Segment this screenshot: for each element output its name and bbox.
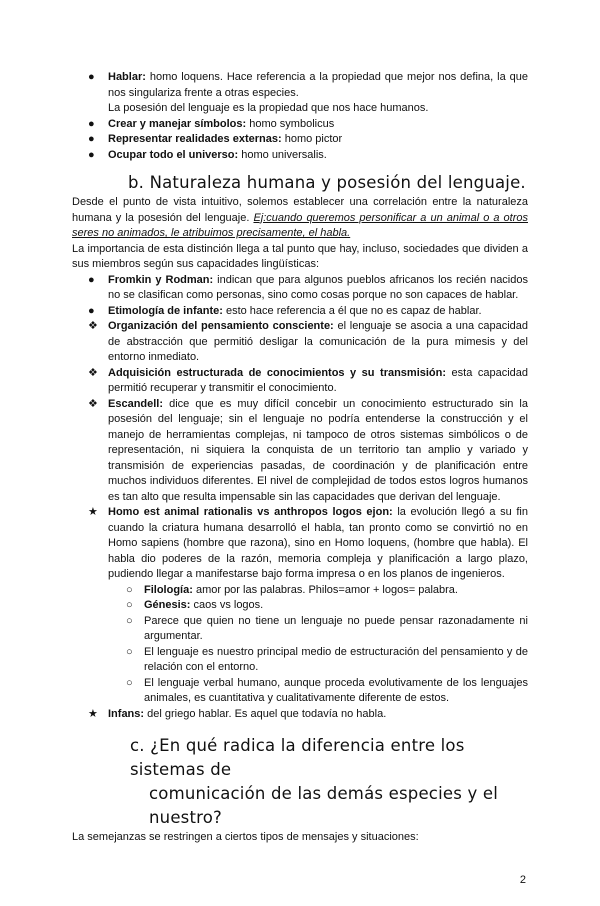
- example-text: Ej:cuando queremos personificar a un animal o a otros seres no animados, le atribuimos precisamente, el habla.: [72, 211, 528, 239]
- item-text: dice que es muy difícil concebir un conocimiento estructurado sin la posesión del lenguaje; sin el lenguaje no podría entenderse la construcción y el manejo de herramientas complejas, ni tampoco de otros sistemas simbólicos o de representación, ni siquiera la conquista de un territorio tan amplio y variado y transmisión de experiencias pasadas, de coordinación y de planificación entre muchos individuos diferentes. El nivel de complejidad de todos estos logros humanos es tan alto que resulta impensable sin las capacidades que derivan del lenguaje.: [108, 397, 528, 503]
- list-item: [72, 676, 528, 707]
- heading-b: b. Naturaleza humana y posesión del lenguaje.: [128, 173, 526, 192]
- page-number: 2: [519, 873, 526, 886]
- item-text: caos vs logos.: [190, 599, 264, 611]
- diamond-bullet-icon: ❖: [88, 366, 98, 379]
- item-text: El lenguaje es nuestro principal medio de estructuración del pensamiento y de relación con el entorno.: [144, 645, 528, 673]
- circle-bullet-icon: ○: [126, 676, 133, 689]
- bullet-icon: ●: [88, 117, 95, 130]
- list-item: [72, 132, 528, 148]
- bullet-icon: ●: [88, 71, 95, 83]
- item-term: Adquisición estructurada de conocimientos y su transmisión:: [108, 366, 447, 379]
- item-text: amor por las palabras. Philos=amor + logos= palabra.: [192, 583, 458, 596]
- item-term: Escandell:: [108, 397, 164, 410]
- list-item: [72, 273, 528, 304]
- circle-bullet-icon: ○: [126, 583, 133, 596]
- list-capacidades: [72, 70, 528, 163]
- item-text: homo pictor: [281, 133, 343, 145]
- list-item: [72, 319, 528, 366]
- diamond-bullet-icon: ❖: [88, 397, 98, 410]
- item-term: Crear y manejar símbolos:: [108, 117, 247, 130]
- list-item: [72, 598, 528, 614]
- diamond-bullet-icon: ❖: [88, 320, 98, 332]
- item-text: el lenguaje se asocia a una capacidad de abstracción que permitió desligar la comunicación de la pura mimesis y del entorno inmediato.: [108, 320, 528, 363]
- item-term: Ocupar todo el universo:: [108, 148, 239, 161]
- item-text: del griego hablar. Es aquel que todavía no habla.: [144, 707, 387, 720]
- item-text: La posesión del lenguaje es la propiedad que nos hace humanos.: [108, 102, 429, 114]
- item-text: indican que para algunos pueblos africanos los recién nacidos no se clasifican como personas, sino como cosas porque no son capaces de hablar.: [108, 273, 528, 301]
- star-icon: ★: [88, 707, 98, 720]
- item-text: esta capacidad permitió recuperar y transmitir el conocimiento.: [108, 366, 528, 394]
- list-item: [72, 148, 528, 164]
- list-item: [72, 70, 528, 117]
- heading-c-line1: c. ¿En qué radica la diferencia entre los sistemas de: [130, 736, 465, 779]
- item-term: Representar realidades externas:: [108, 133, 282, 145]
- item-text: Parece que quien no tiene un lenguaje no puede pensar razonadamente ni argumentar.: [144, 614, 528, 642]
- list-item: [72, 304, 528, 320]
- list-item: [72, 397, 528, 506]
- item-text: El lenguaje verbal humano, aunque proceda evolutivamente de los lenguajes animales, es cuantitativa y cualitativamente diferente de estos.: [144, 676, 528, 704]
- item-text: homo symbolicus: [246, 117, 335, 130]
- paragraph-intro: [72, 195, 528, 273]
- item-text: homo universalis.: [238, 148, 327, 161]
- circle-bullet-icon: ○: [126, 645, 133, 658]
- item-term: Fromkin y Rodman:: [108, 273, 214, 286]
- item-term: Génesis:: [144, 599, 191, 611]
- list-item: [72, 614, 528, 645]
- star-icon: ★: [88, 506, 98, 518]
- circle-bullet-icon: ○: [126, 614, 133, 627]
- item-term: Hablar:: [108, 71, 146, 83]
- list-item: [72, 707, 528, 723]
- item-text: homo loquens. Hace referencia a la propiedad que mejor nos defina, la que nos singulariza frente a otras especies.: [108, 71, 528, 99]
- list-item: [72, 366, 528, 397]
- list-item: [72, 117, 528, 133]
- list-item: [72, 505, 528, 583]
- para-text: La importancia de esta distinción llega a tal punto que hay, incluso, sociedades que dividen a sus miembros según sus capacidades lingüísticas:: [72, 242, 528, 270]
- item-text: la evolución llegó a su fin cuando la criatura humana desarrolló el habla, tan pronto como se convirtió no en Homo sapiens (hombre que razona), sino en Homo loquens, (hombre que habla). El habla dio poderes de la razón, memoria compleja y planificación a largo plazo, pudiendo llegar a manifestarse bajo forma impresa o en los planos de ingenieros.: [108, 506, 528, 580]
- bullet-icon: ●: [88, 273, 95, 286]
- bullet-icon: ●: [88, 133, 95, 145]
- list-distincion: [72, 273, 528, 723]
- list-item: [72, 583, 528, 599]
- para-text: Desde el punto de vista intuitivo, solemos establecer una correlación entre la naturaleza humana y la posesión del lenguaje.: [72, 196, 528, 224]
- list-item: [72, 645, 528, 676]
- item-term: Etimología de infante:: [108, 304, 223, 317]
- circle-bullet-icon: ○: [126, 599, 133, 611]
- item-term: Filología:: [144, 583, 193, 596]
- item-text: esto hace referencia a él que no es capaz de hablar.: [222, 304, 482, 317]
- bullet-icon: ●: [88, 148, 95, 161]
- paragraph-semejanzas: La semejanzas se restringen a ciertos tipos de mensajes y situaciones:: [72, 831, 419, 843]
- heading-c-line2: comunicación de las demás especies y el nuestro?: [149, 784, 498, 827]
- item-term: Homo est animal rationalis vs anthropos logos ejon:: [108, 506, 393, 518]
- item-term: Organización del pensamiento consciente:: [108, 320, 334, 332]
- bullet-icon: ●: [88, 304, 95, 317]
- item-term: Infans:: [108, 707, 145, 720]
